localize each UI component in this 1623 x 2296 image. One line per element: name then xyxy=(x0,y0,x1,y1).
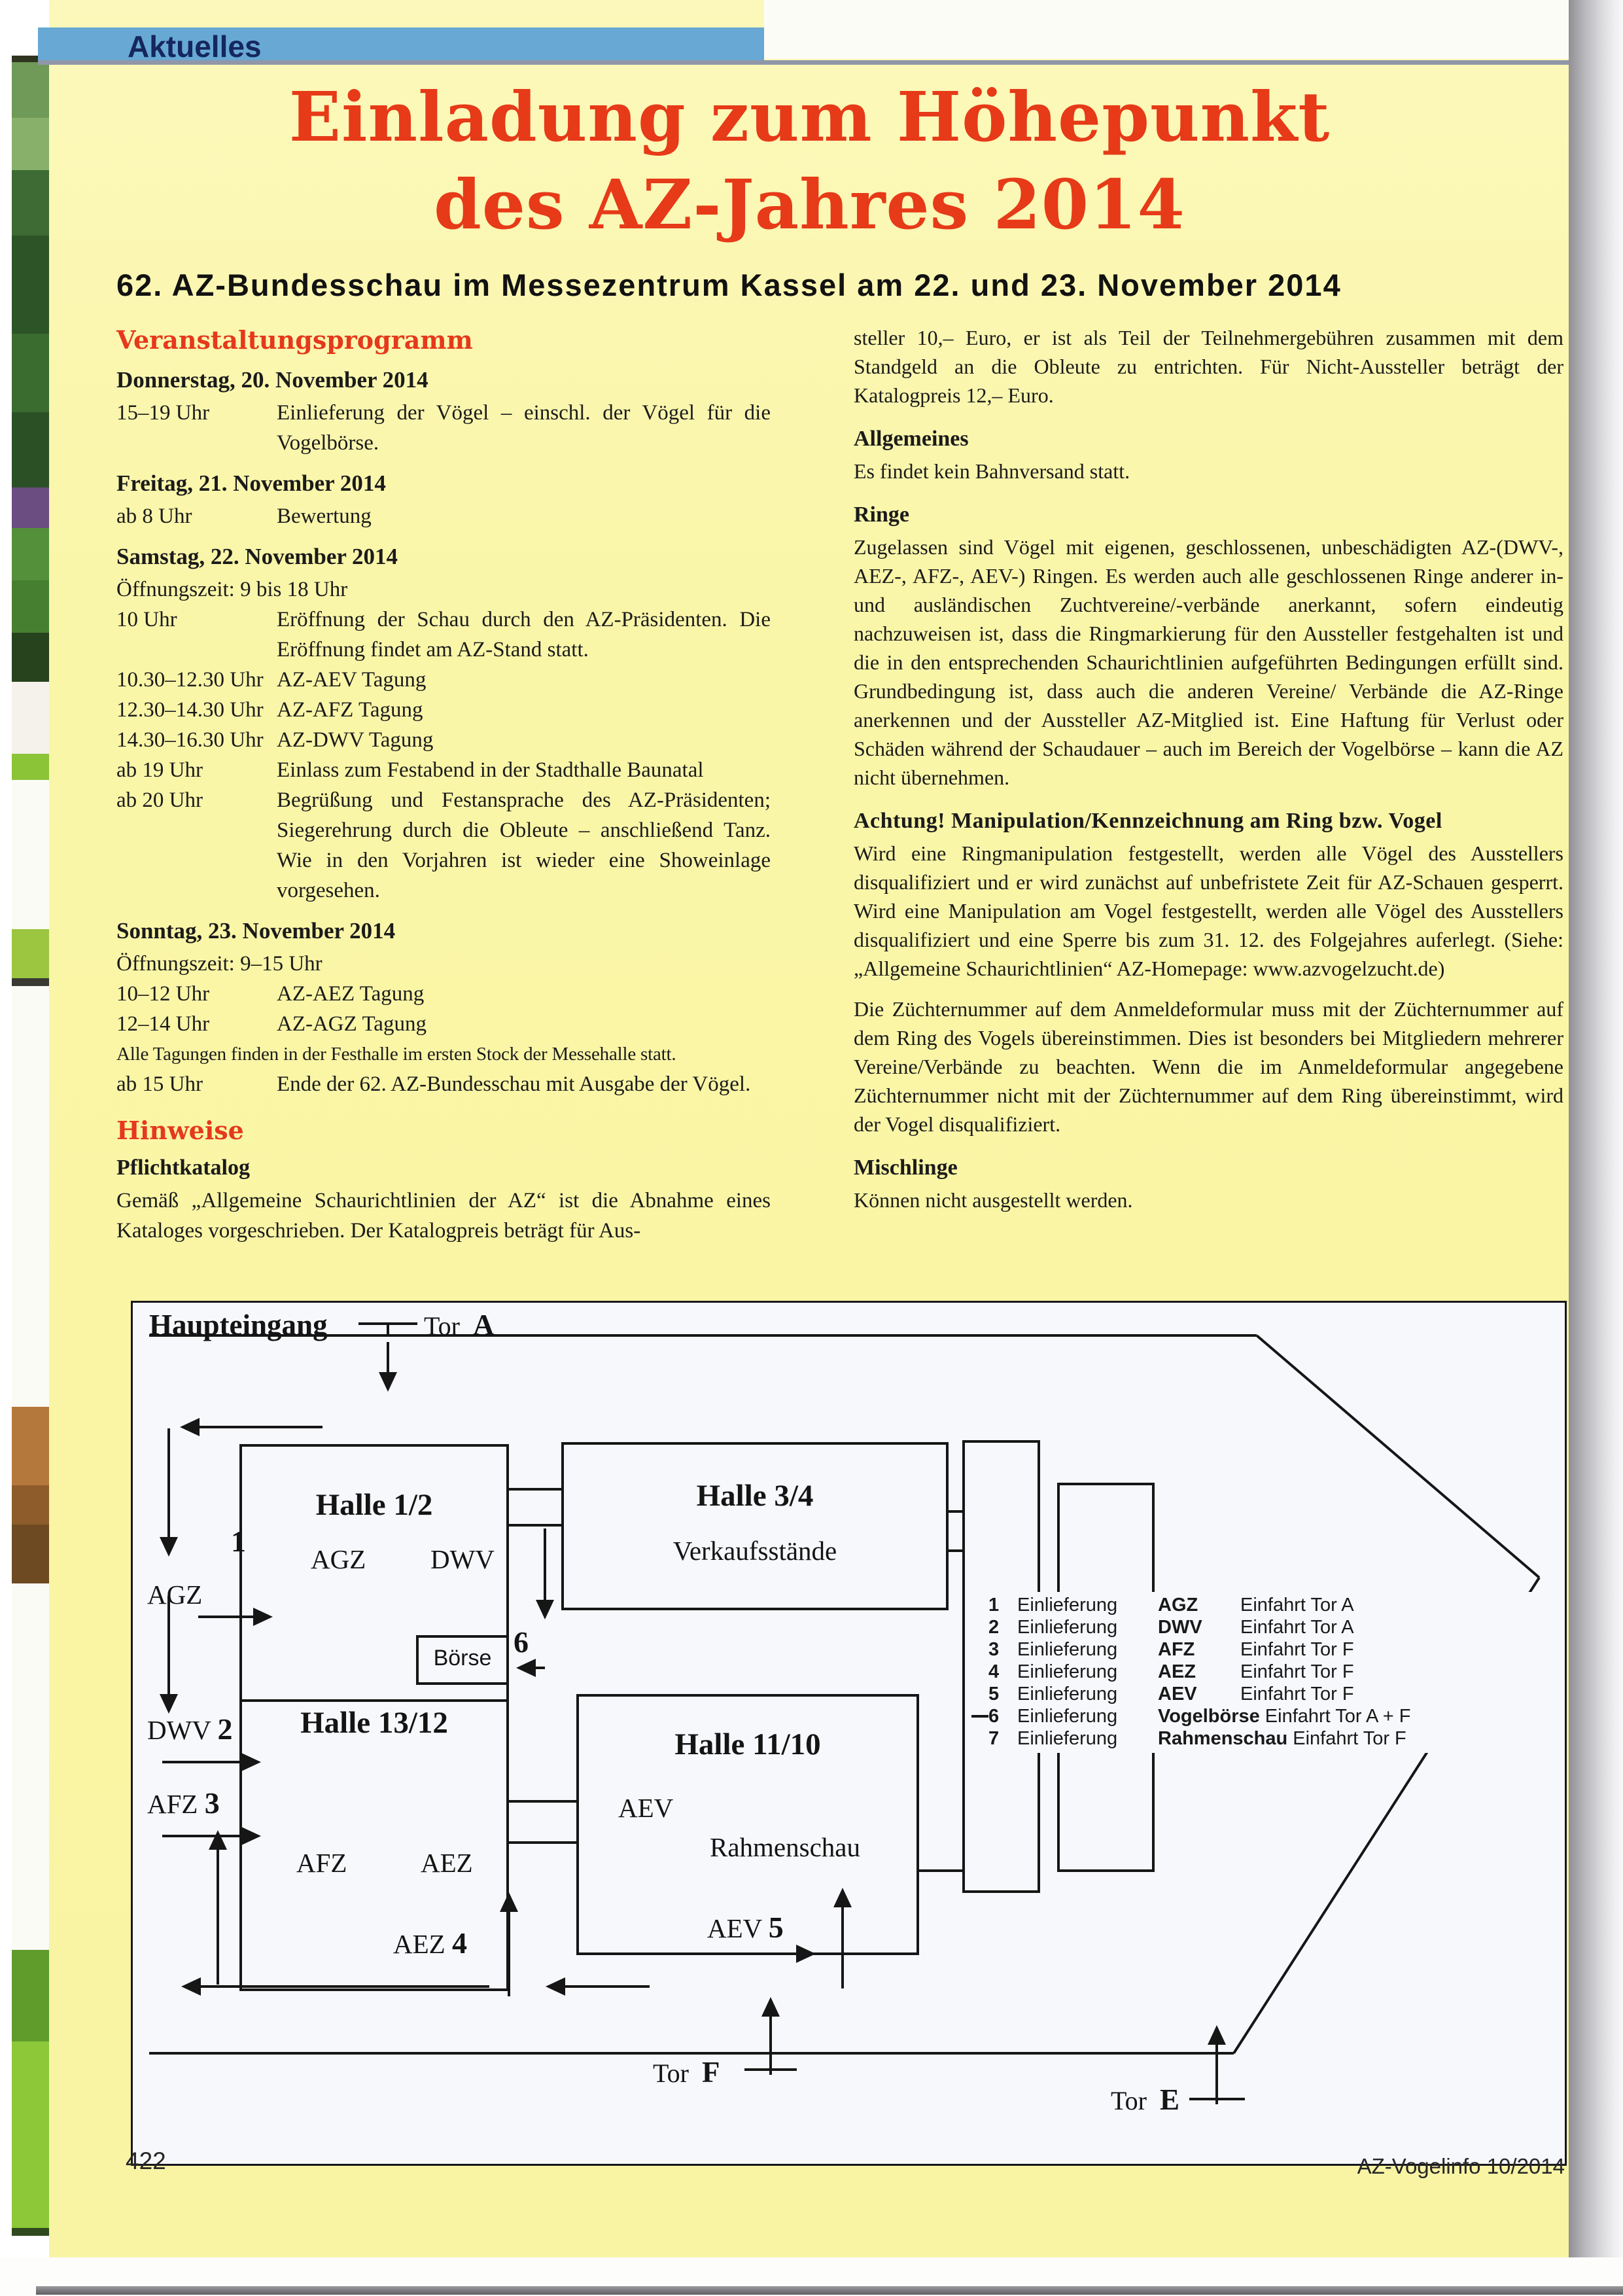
photo-strip-block xyxy=(12,580,49,633)
photo-strip-block xyxy=(12,1485,49,1525)
page-edge-photo-strip xyxy=(12,0,49,2296)
legend-row: 2 Einlieferung DWV Einfahrt Tor A xyxy=(988,1617,1354,1638)
photo-strip-block xyxy=(12,487,49,528)
hall-12-title: Halle 1/2 xyxy=(315,1488,433,1522)
photo-strip-block xyxy=(12,62,49,118)
route-marker-1: 1 xyxy=(231,1525,246,1558)
ringe-body: Zugelassen sind Vögel mit eigenen, geschlossenen, unbeschädigten AZ-(DWV-, AEZ-, AFZ-, AEV-) Ringen. Es werden auch alle geschlossenen Ringe anderer in- und ausländischen Zuchtvereine/-verbände anerkannt, sofern eindeutig nachzuweisen ist, dass die Ringmarkierung für den Aussteller festgehalten ist und die in den entsprechenden Schaurichtlinien aufgeführten Bedingungen erfüllt sind. Grundbedingung ist, dass auch die anderen Vereine/ Verbände die AZ-Ringe anerkennen und der Aussteller AZ-Mitglied ist. Eine Haftung für Verlust oder Schäden während der Schaudauer – auch im Bereich der Vogelbörse – kann die AZ nicht übernehmen. xyxy=(854,535,1563,789)
program-row xyxy=(116,725,771,755)
photo-strip-block xyxy=(12,118,49,170)
photo-strip-block xyxy=(12,170,49,236)
program-time: 14.30–16.30 Uhr xyxy=(116,728,264,752)
hall-12-org-right: DWV xyxy=(430,1544,495,1574)
allgemeines-title: Allgemeines xyxy=(854,427,969,451)
main-title-line1: Einladung zum Höhepunkt xyxy=(288,77,1331,157)
photo-strip-block xyxy=(12,682,49,754)
main-entrance-label: Haupteingang xyxy=(149,1309,328,1341)
scan-bottom-edge xyxy=(36,2286,1623,2295)
katalog-continuation: steller 10,– Euro, er ist als Teil der Teilnehmergebühren zusammen mit dem Standgeld an die Obleute zu entrichten. Für Nicht-Aussteller beträgt der Katalogpreis 12,– Euro. xyxy=(854,326,1563,407)
program-heading: Veranstaltungsprogramm xyxy=(116,325,473,355)
mischlinge-title: Mischlinge xyxy=(854,1156,958,1180)
photo-strip-block xyxy=(12,2041,49,2228)
achtung-body-1: Wird eine Ringmanipulation festgestellt, werden alle Vögel des Ausstellers disqualifiziert und er wird zunächst auf unbefristete Zeit für AZ-Schauen gesperrt. Wird eine Manipulation am Vogel festgestellt, werden alle Vögel des Ausstellers disqualifiziert und eine Sperre bis zum 31. 12. des Folgejahres auferlegt. (Siehe: „Allgemeine Schaurichtlinien“ AZ-Homepage: www.azvogelzucht.de) xyxy=(854,841,1563,980)
program-desc: Bewertung xyxy=(277,504,372,528)
program-row xyxy=(116,755,771,785)
rail-label-dwv: DWV 2 xyxy=(147,1712,233,1746)
right-column xyxy=(854,323,1563,1221)
legend-row: 3 Einlieferung AFZ Einfahrt Tor F xyxy=(988,1639,1354,1660)
program-time: 12–14 Uhr xyxy=(116,1012,210,1036)
legend-row: 4 Einlieferung AEZ Einfahrt Tor F xyxy=(988,1661,1354,1682)
program-time: 10–12 Uhr xyxy=(116,982,210,1006)
program-row xyxy=(116,398,771,458)
legend-row: 1 Einlieferung AGZ Einfahrt Tor A xyxy=(988,1595,1354,1616)
program-row xyxy=(116,1069,771,1099)
program-desc: AZ-AFZ Tagung xyxy=(277,698,423,722)
map-legend xyxy=(988,1592,1546,1753)
hall-1312-org-left: AFZ xyxy=(296,1848,347,1878)
program-row xyxy=(116,605,771,665)
gate-e-label: Tor E xyxy=(1111,2083,1179,2116)
issue-label: AZ-Vogelinfo 10/2014 xyxy=(1357,2154,1565,2178)
pflichtkatalog-title: Pflichtkatalog xyxy=(116,1156,250,1180)
left-column xyxy=(116,326,771,1252)
page-top-margin xyxy=(764,0,1570,59)
hall-34-label: Verkaufsstände xyxy=(672,1536,837,1566)
day-header: Freitag, 21. November 2014 xyxy=(116,470,386,496)
program-desc: Eröffnung der Schau durch den AZ-Präsidenten. Die Eröffnung findet am AZ-Stand statt. xyxy=(277,608,771,662)
program-time: 12.30–14.30 Uhr xyxy=(116,698,264,722)
program-time: 10 Uhr xyxy=(116,608,177,631)
legend-row: 6 Einlieferung Vogelbörse Einfahrt Tor A + F xyxy=(988,1706,1411,1727)
page-number: 422 xyxy=(126,2147,166,2174)
boerse-label: Börse xyxy=(433,1646,492,1670)
ringe-title: Ringe xyxy=(854,503,909,527)
program-time: 10.30–12.30 Uhr xyxy=(116,668,264,692)
program-row xyxy=(116,979,771,1009)
program-row xyxy=(116,785,771,906)
day-header: Sonntag, 23. November 2014 xyxy=(116,918,396,944)
program-row xyxy=(116,665,771,695)
hall-1110-label: Rahmenschau xyxy=(710,1832,860,1862)
photo-strip-block xyxy=(12,1525,49,1583)
photo-strip-block xyxy=(12,1950,49,2041)
page-curve-shadow xyxy=(1569,0,1623,2296)
hall-1110-title: Halle 11/10 xyxy=(674,1727,821,1761)
hall-34-title: Halle 3/4 xyxy=(696,1479,814,1513)
legend-row: 5 Einlieferung AEV Einfahrt Tor F xyxy=(988,1684,1354,1704)
program-time: 15–19 Uhr xyxy=(116,401,210,425)
header-rule xyxy=(38,60,1570,65)
program-desc: AZ-DWV Tagung xyxy=(277,728,434,752)
section-tab-label: Aktuelles xyxy=(128,29,262,63)
program-desc: AZ-AEZ Tagung xyxy=(277,982,425,1006)
program-desc: AZ-AGZ Tagung xyxy=(277,1012,427,1036)
photo-strip-block xyxy=(12,236,49,334)
hall-1312-org-right: AEZ xyxy=(421,1848,473,1878)
site-map xyxy=(131,1301,1567,2166)
program-row xyxy=(116,501,771,531)
photo-strip-block xyxy=(12,978,49,986)
hall-12-org-left: AGZ xyxy=(311,1544,366,1574)
opening-hours: Öffnungszeit: 9–15 Uhr xyxy=(116,952,323,976)
program-desc: AZ-AEV Tagung xyxy=(277,668,427,692)
program-desc: Einlieferung der Vögel – einschl. der Vögel für die Vogelbörse. xyxy=(277,401,771,455)
day-header: Donnerstag, 20. November 2014 xyxy=(116,367,428,393)
main-title-line2: des AZ-Jahres 2014 xyxy=(434,164,1185,245)
photo-strip-block xyxy=(12,929,49,978)
program-time: ab 15 Uhr xyxy=(116,1072,203,1096)
day-header: Samstag, 22. November 2014 xyxy=(116,544,398,569)
gate-f-label: Tor F xyxy=(653,2056,720,2089)
allgemeines-body: Es findet kein Bahnversand statt. xyxy=(854,459,1130,483)
legend-row: 7 Einlieferung Rahmenschau Einfahrt Tor F xyxy=(988,1728,1406,1749)
program-time: ab 8 Uhr xyxy=(116,504,192,528)
subtitle: 62. AZ-Bundesschau im Messezentrum Kassel am 22. und 23. November 2014 xyxy=(116,268,1342,302)
photo-strip-block xyxy=(12,1583,49,1950)
route-marker-6: 6 xyxy=(514,1625,529,1659)
photo-strip-block xyxy=(12,528,49,580)
rail-label-afz: AFZ 3 xyxy=(147,1786,220,1820)
program-note: Alle Tagungen finden in der Festhalle im ersten Stock der Messehalle statt. xyxy=(116,1044,676,1065)
program-time: ab 19 Uhr xyxy=(116,758,203,782)
route-marker-5: AEV 5 xyxy=(707,1911,784,1944)
program-desc: Einlass zum Festabend in der Stadthalle Baunatal xyxy=(277,758,704,782)
photo-strip-block xyxy=(12,412,49,487)
photo-strip-block xyxy=(12,754,49,780)
photo-strip-block xyxy=(12,2228,49,2236)
program-desc: Ende der 62. AZ-Bundesschau mit Ausgabe der Vögel. xyxy=(277,1072,751,1096)
route-marker-4: AEZ 4 xyxy=(393,1926,467,1960)
hinweise-heading: Hinweise xyxy=(116,1116,244,1145)
main-title xyxy=(49,73,1570,249)
pflichtkatalog-body: Gemäß „Allgemeine Schaurichtlinien der AZ“ ist die Abnahme eines Kataloges vorgeschrieben. Der Katalogpreis beträgt für Aus- xyxy=(116,1189,771,1243)
photo-strip-block xyxy=(12,334,49,412)
rail-label-agz: AGZ xyxy=(147,1580,203,1610)
photo-strip-block xyxy=(12,633,49,682)
opening-hours: Öffnungszeit: 9 bis 18 Uhr xyxy=(116,578,348,601)
hall-1110-org: AEV xyxy=(618,1793,674,1823)
section-tab-aktuelles xyxy=(38,27,764,63)
achtung-body-2: Die Züchternummer auf dem Anmeldeformular muss mit der Züchternummer auf dem Ring des Vogels übereinstimmen. Dies ist besonders bei Mitgliedern mehrerer Vereine/Verbände zu beachten. Wenn die im Anmeldeformular angegebene Züchternummer nicht mit der Züchternummer auf dem Ring übereinstimmt, wird der Vogel disqualifiziert. xyxy=(854,997,1563,1136)
hall-1312-title: Halle 13/12 xyxy=(300,1706,448,1740)
program-row xyxy=(116,1009,771,1039)
program-desc: Begrüßung und Festansprache des AZ-Präsidenten; Siegerehrung durch die Obleute – anschließend Tanz. Wie in den Vorjahren ist wieder eine Showeinlage vorgesehen. xyxy=(277,788,771,902)
achtung-title: Achtung! Manipulation/Kennzeichnung am Ring bzw. Vogel xyxy=(854,809,1442,833)
gate-a-label: Tor A xyxy=(424,1309,495,1341)
program-row xyxy=(116,695,771,725)
mischlinge-body: Können nicht ausgestellt werden. xyxy=(854,1188,1133,1212)
program-time: ab 20 Uhr xyxy=(116,788,203,812)
photo-strip-block xyxy=(12,1407,49,1485)
photo-strip-block xyxy=(12,780,49,929)
photo-strip-block xyxy=(12,986,49,1407)
